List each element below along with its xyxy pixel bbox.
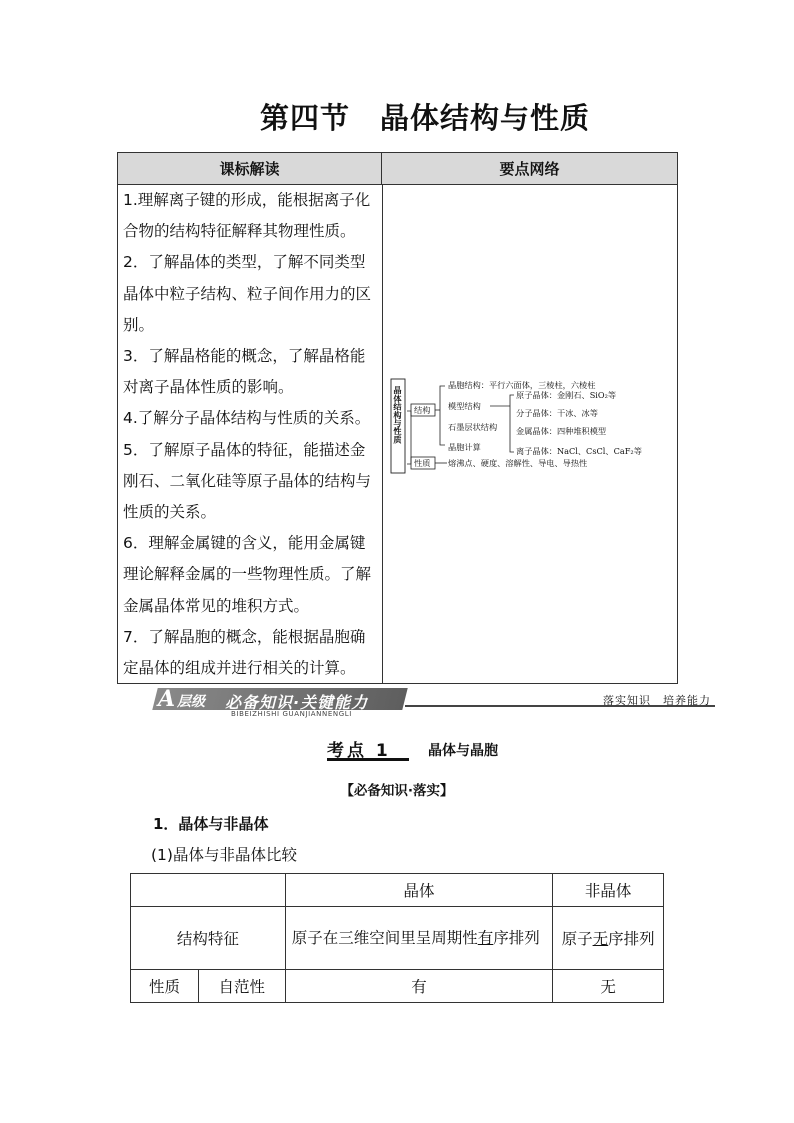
banner-title: 必备知识·关键能力 (225, 693, 369, 712)
header-cell-empty (131, 874, 286, 907)
sub-heading: (1)晶体与非晶体比较 (151, 846, 297, 864)
table-row (131, 874, 664, 907)
cell-text: 序排列 (493, 928, 540, 947)
underlined-answer: 有 (477, 928, 494, 947)
objective-item: 4.了解分子晶体结构与性质的关系。 (123, 409, 371, 428)
cell-amorphous-structure (553, 907, 664, 970)
objective-item: 6．理解金属键的含义，能用金属键理论解释金属的一些物理性质。了解金属晶体常见的堆积方式。 (123, 534, 372, 615)
structure-label: 结构 (414, 405, 431, 415)
header-cell-crystal: 晶体 (285, 874, 552, 907)
ionic-crystal-text: 离子晶体：NaCl、CsCl、CaF₂等 (516, 446, 642, 456)
cell-text: 序排列 (608, 930, 655, 948)
row-sublabel-self-shaping: 自范性 (198, 970, 285, 1003)
molecular-crystal-text: 分子晶体：干冰、冰等 (516, 408, 598, 418)
concept-network-diagram (390, 378, 676, 483)
knowledge-heading: 【必备知识·落实】 (340, 783, 454, 799)
table-row (131, 907, 664, 970)
properties-text: 熔沸点、硬度、溶解性、导电、导热性 (448, 458, 588, 468)
page-title: 第四节 晶体结构与性质 (259, 101, 590, 135)
graphite-text: 石墨层状结构 (448, 422, 498, 432)
cell-calc-text: 晶胞计算 (448, 442, 481, 452)
header-network: 要点网络 (382, 153, 677, 185)
exam-point-label: 考点 1 (327, 736, 409, 761)
cell-structure-text: 晶胞结构：平行六面体，三棱柱，六棱柱 (448, 380, 596, 390)
cell-crystal-structure (285, 907, 552, 970)
row-label-property: 性质 (131, 970, 199, 1003)
objective-item: 2．了解晶体的类型，了解不同类型晶体中粒子结构、粒子间作用力的区别。 (123, 253, 372, 334)
property-label: 性质 (414, 458, 431, 468)
objectives-list (123, 185, 379, 684)
cell-text: 原子在三维空间里呈周期性 (291, 928, 478, 947)
objective-item: 1.理解离子键的形成，能根据离子化合物的结构特征解释其物理性质。 (123, 191, 371, 241)
column-divider (382, 185, 383, 683)
objective-item: 5．了解原子晶体的特征，能描述金刚石、二氧化硅等原子晶体的结构与性质的关系。 (123, 440, 372, 522)
exam-point-badge (327, 736, 409, 760)
banner-slogan: 落实知识 培养能力 (603, 694, 711, 707)
table-row (131, 970, 664, 1003)
header-curriculum: 课标解读 (118, 153, 382, 185)
metallic-crystal-text: 金属晶体：四种堆积模型 (516, 426, 607, 436)
cell-crystal-self-shaping: 有 (285, 970, 552, 1003)
objective-item: 3．了解晶格能的概念，了解晶格能对离子晶体性质的影响。 (123, 347, 366, 397)
objective-item: 7．了解晶胞的概念，能根据晶胞确定晶体的组成并进行相关的计算。 (123, 627, 366, 678)
banner-level-word: 层级 (177, 694, 205, 710)
objectives-table (117, 152, 678, 684)
atomic-crystal-text: 原子晶体：金刚石、SiO₂等 (516, 390, 617, 400)
cell-text: 原子 (561, 930, 593, 948)
comparison-table (130, 873, 664, 1003)
cell-amorphous-self-shaping: 无 (553, 970, 664, 1003)
banner-level-letter: A (158, 686, 176, 712)
model-structure-text: 模型结构 (448, 401, 481, 411)
section-heading: 1．晶体与非晶体 (153, 815, 269, 833)
root-label: 晶体结构与性质 (393, 386, 403, 444)
exam-point-subtitle: 晶体与晶胞 (428, 743, 498, 759)
banner-pinyin: BIBEIZHISHI GUANJIANNENGLI (231, 710, 352, 718)
level-banner (155, 688, 715, 718)
header-cell-amorphous: 非晶体 (553, 874, 664, 907)
underlined-answer: 无 (592, 930, 609, 948)
row-label-structure: 结构特征 (131, 907, 286, 970)
